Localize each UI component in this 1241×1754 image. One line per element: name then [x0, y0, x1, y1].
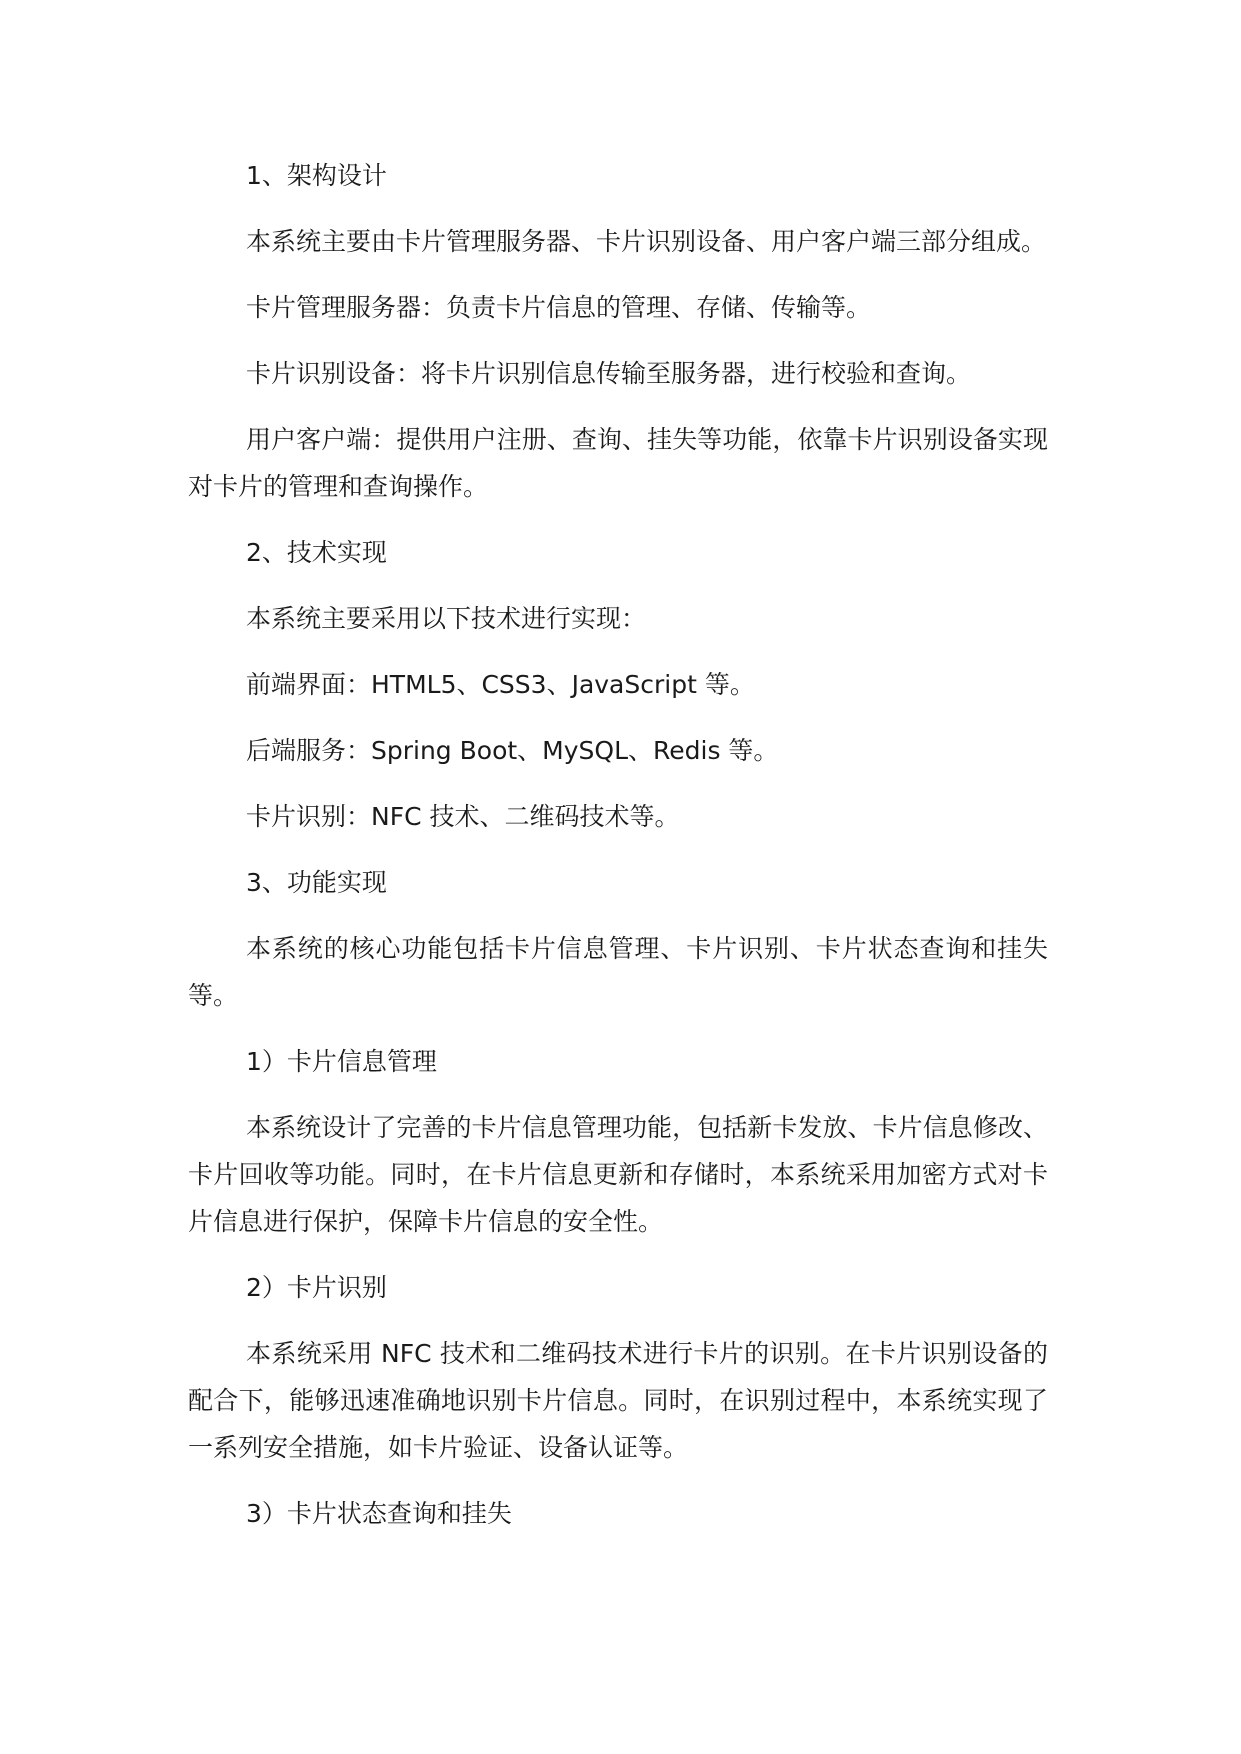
subheading-card-info-management: 1）卡片信息管理	[246, 1047, 437, 1076]
paragraph-card-recognition: 本系统采用 NFC 技术和二维码技术进行卡片的识别。在卡片识别设备的配合下，能够迅速准确地识别卡片信息。同时，在识别过程中，本系统实现了一系列安全措施，如卡片验证、设备认证等。	[188, 1339, 1048, 1462]
paragraph-frontend: 前端界面：HTML5、CSS3、JavaScript 等。	[246, 670, 755, 699]
paragraph-core-features: 本系统的核心功能包括卡片信息管理、卡片识别、卡片状态查询和挂失等。	[188, 934, 1048, 1010]
section-heading-technology: 2、技术实现	[246, 538, 387, 567]
paragraph-card-recognition-tech: 卡片识别：NFC 技术、二维码技术等。	[246, 802, 680, 831]
subheading-card-status-query: 3）卡片状态查询和挂失	[246, 1499, 512, 1528]
paragraph-backend: 后端服务：Spring Boot、MySQL、Redis 等。	[246, 736, 779, 765]
paragraph-technology-intro: 本系统主要采用以下技术进行实现：	[246, 604, 647, 633]
paragraph-card-info-management: 本系统设计了完善的卡片信息管理功能，包括新卡发放、卡片信息修改、卡片回收等功能。同时，在卡片信息更新和存储时，本系统采用加密方式对卡片信息进行保护，保障卡片信息的安全性。	[188, 1113, 1048, 1236]
document-body	[188, 152, 1048, 1556]
subheading-card-recognition: 2）卡片识别	[246, 1273, 387, 1302]
paragraph-system-composition: 本系统主要由卡片管理服务器、卡片识别设备、用户客户端三部分组成。	[246, 227, 1047, 256]
paragraph-user-client: 用户客户端：提供用户注册、查询、挂失等功能，依靠卡片识别设备实现对卡片的管理和查询操作。	[188, 425, 1048, 501]
paragraph-card-server: 卡片管理服务器：负责卡片信息的管理、存储、传输等。	[246, 293, 872, 322]
section-heading-architecture: 1、架构设计	[246, 161, 387, 190]
section-heading-features: 3、功能实现	[246, 868, 387, 897]
paragraph-card-reader: 卡片识别设备：将卡片识别信息传输至服务器，进行校验和查询。	[246, 359, 972, 388]
